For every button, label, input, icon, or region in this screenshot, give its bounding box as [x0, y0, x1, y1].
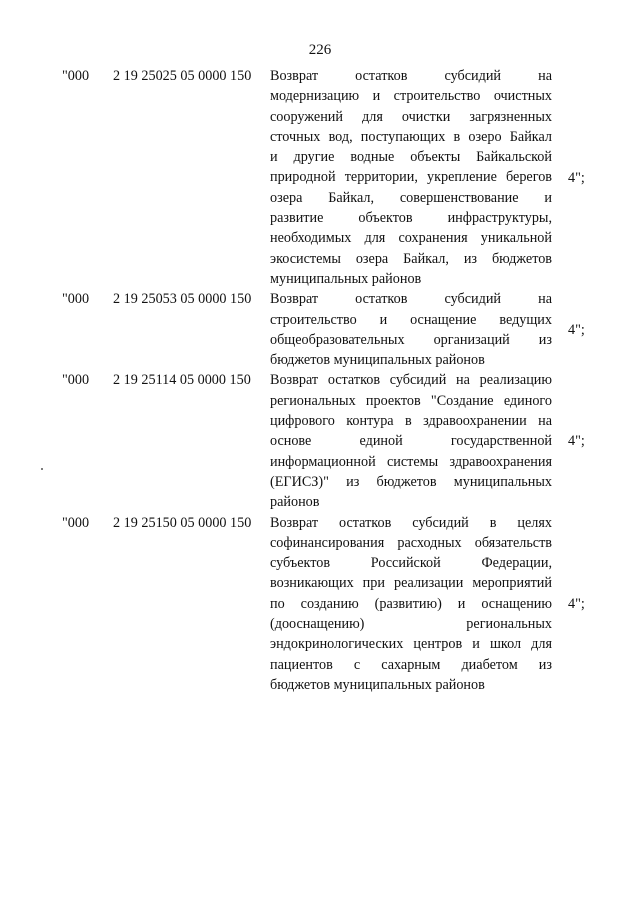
table-row — [0, 66, 640, 289]
description-line: эндокринологических центров и школ для — [270, 636, 552, 653]
description-line: районов — [270, 494, 320, 511]
description-line: модернизацию и строительство очистных — [270, 88, 552, 105]
row-end-mark: 4"; — [568, 321, 585, 338]
description-line: Возврат остатков субсидий на — [270, 291, 552, 308]
description-line: озера Байкал, совершенствование и — [270, 189, 552, 206]
description-line: сооружений для очистки загрязненных — [270, 108, 552, 125]
row-quote: "000 — [62, 514, 90, 531]
description-line: цифрового контура в здравоохранении на — [270, 413, 552, 430]
description-line: по созданию (развитию) и оснащению — [270, 595, 552, 612]
description-line: основе единой государственной — [270, 433, 552, 450]
row-description — [270, 513, 552, 696]
description-line: общеобразовательных организаций из — [270, 331, 552, 348]
description-line: необходимых для сохранения уникальной — [270, 230, 552, 247]
description-line: сточных вод, поступающих в озеро Байкал — [270, 128, 552, 145]
row-code: 2 19 25025 05 0000 150 — [113, 68, 252, 84]
page-number: 226 — [308, 42, 332, 58]
description-line: бюджетов муниципальных районов — [270, 676, 485, 693]
description-line: Возврат остатков субсидий на реализацию — [270, 372, 552, 389]
row-end-mark: 4"; — [568, 595, 585, 612]
description-line: возникающих при реализации мероприятий — [270, 575, 552, 592]
description-line: региональных проектов "Создание единого — [270, 392, 552, 409]
row-quote: "000 — [62, 68, 90, 84]
table-row — [0, 289, 640, 370]
description-line: (ЕГИСЗ)" из бюджетов муниципальных — [270, 473, 552, 490]
scan-speck — [41, 468, 43, 470]
table-row — [0, 370, 640, 512]
description-line: Возврат остатков субсидий в целях — [270, 514, 552, 531]
description-line: муниципальных районов — [270, 270, 422, 287]
description-line: пациентов с сахарным диабетом из — [270, 656, 552, 673]
row-description — [270, 66, 552, 289]
description-line: Возврат остатков субсидий на — [270, 68, 552, 84]
table-row — [0, 513, 640, 696]
description-line: развитие объектов инфраструктуры, — [270, 210, 552, 227]
description-line: информационной системы здравоохранения — [270, 453, 552, 470]
row-code: 2 19 25150 05 0000 150 — [113, 514, 252, 531]
row-code: 2 19 25114 05 0000 150 — [113, 372, 251, 389]
description-line: экосистемы озера Байкал, из бюджетов — [270, 250, 552, 267]
row-end-mark: 4"; — [568, 433, 585, 450]
document-table — [0, 66, 640, 695]
row-quote: "000 — [62, 372, 90, 389]
description-line: софинансирования расходных обязательств — [270, 534, 552, 551]
row-end-mark: 4"; — [568, 169, 585, 186]
description-line: строительство и оснащение ведущих — [270, 311, 552, 328]
description-line: (дооснащению) региональных — [270, 616, 552, 633]
row-description — [270, 370, 552, 512]
row-code: 2 19 25053 05 0000 150 — [113, 291, 252, 308]
description-line: природной территории, укрепление берегов — [270, 169, 552, 186]
description-line: и другие водные объекты Байкальской — [270, 149, 552, 166]
description-line: бюджетов муниципальных районов — [270, 352, 485, 369]
description-line: субъектов Российской Федерации, — [270, 555, 552, 572]
row-quote: "000 — [62, 291, 90, 308]
row-description — [270, 289, 552, 370]
